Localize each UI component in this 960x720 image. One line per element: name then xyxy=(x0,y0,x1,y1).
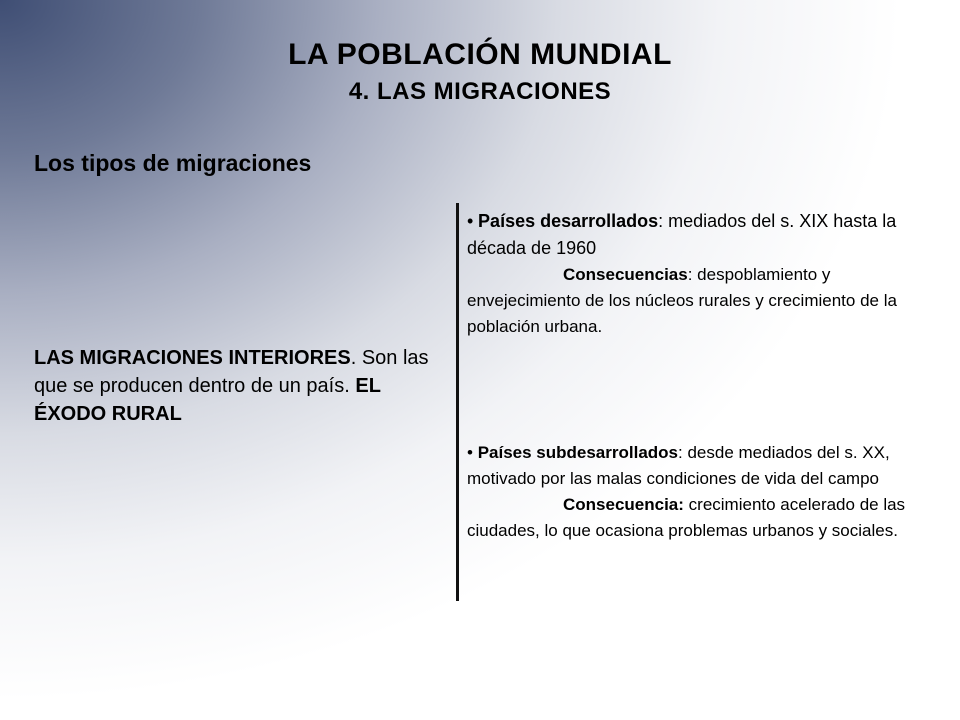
slide-title: LA POBLACIÓN MUNDIAL xyxy=(288,38,672,71)
consequences-text: : despoblamiento y envejecimiento de los núcleos rurales y crecimiento de la población urbana. xyxy=(467,265,897,336)
developed-countries-block xyxy=(467,208,945,340)
heading-period: . xyxy=(350,347,357,369)
underdeveloped-countries-block xyxy=(467,440,945,544)
rural-exodus-label: EL ÉXODO RURAL xyxy=(34,375,381,425)
developed-countries-text: : mediados del s. XIX hasta la década de 1960 xyxy=(467,211,897,258)
interior-migrations-text: Son las que se producen dentro de un país. xyxy=(34,347,429,397)
consequence-text: crecimiento acelerado de las ciudades, lo que ocasiona problemas urbanos y sociales. xyxy=(467,495,906,540)
section-heading: Los tipos de migraciones xyxy=(34,150,312,176)
interior-migrations-heading: LAS MIGRACIONES INTERIORES xyxy=(34,347,351,369)
consequence-term: Consecuencia: xyxy=(563,495,684,514)
consequences-term: Consecuencias xyxy=(563,265,688,284)
slide-subtitle: 4. LAS MIGRACIONES xyxy=(348,78,612,105)
underdeveloped-countries-text: : desde mediados del s. XX, motivado por las malas condiciones de vida del campo xyxy=(467,443,890,488)
underdeveloped-countries-term: Países subdesarrollados xyxy=(477,443,679,462)
bullet: • xyxy=(467,211,474,231)
vertical-divider xyxy=(456,203,459,601)
bullet: • xyxy=(467,443,473,462)
interior-migrations-block xyxy=(34,344,454,428)
developed-countries-term: Países desarrollados xyxy=(478,211,659,231)
